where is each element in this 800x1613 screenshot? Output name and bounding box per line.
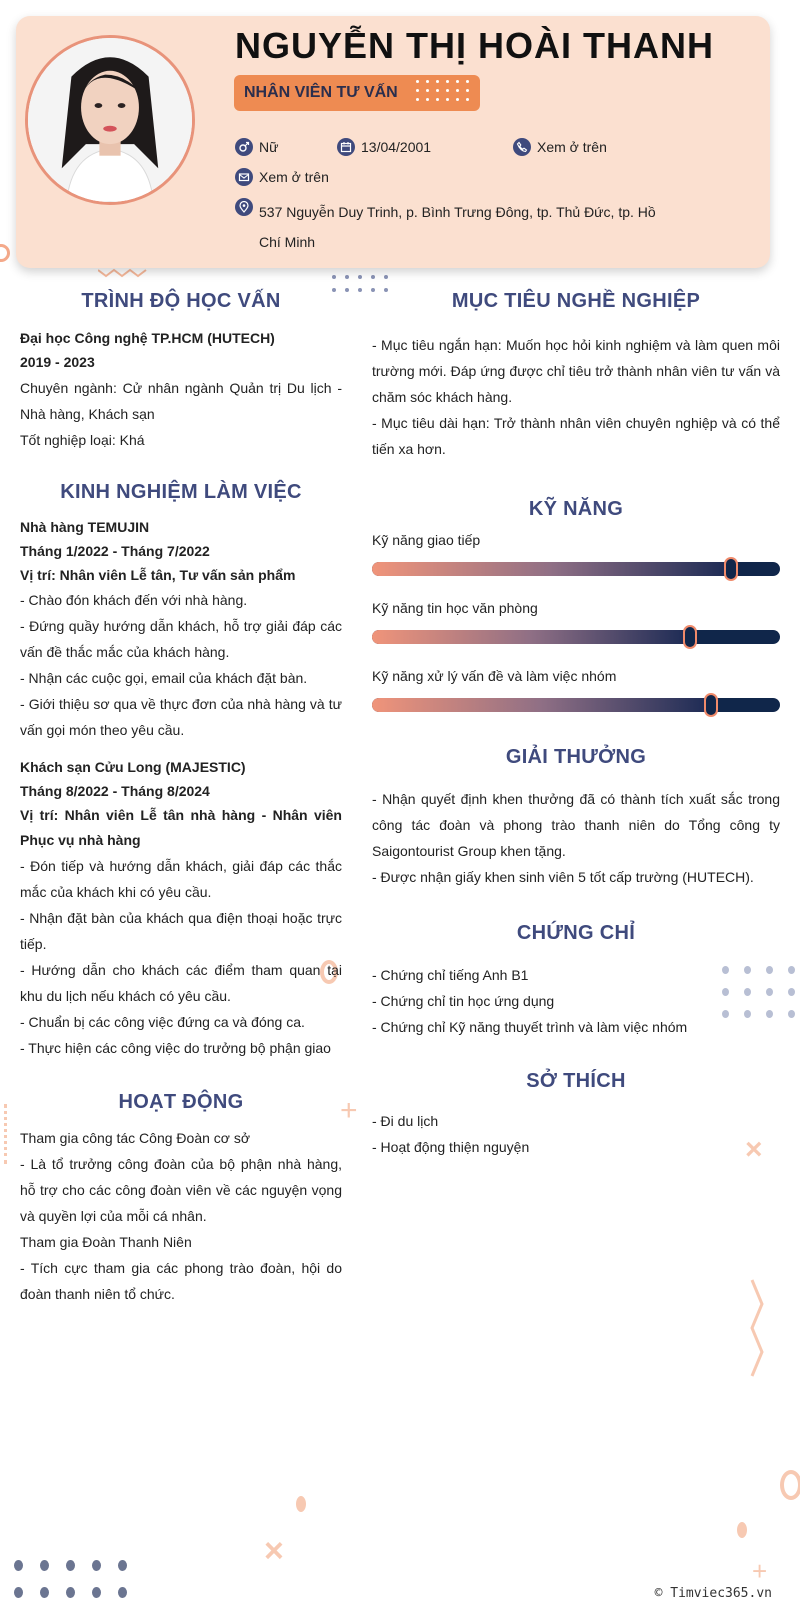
decor-badge-dots: [416, 80, 476, 101]
address-value: 537 Nguyễn Duy Trinh, p. Bình Trưng Đông, tp. Thủ Đức, tp. Hồ Chí Minh: [259, 204, 656, 250]
job-duty: - Đứng quầy hướng dẫn khách, hỗ trợ giải đáp các vấn đề thắc mắc của khách hàng.: [20, 618, 342, 660]
certificate-line: - Chứng chỉ tin học ứng dụng: [372, 993, 555, 1009]
skill-level-knob: [683, 625, 697, 649]
skill-level-knob: [724, 557, 738, 581]
skill-bar-fill: [372, 698, 711, 712]
decor-plus-middle: +: [340, 1094, 358, 1127]
decor-zigzag-right: [750, 1278, 764, 1378]
activity-line: Tham gia công tác Công Đoàn cơ sở: [20, 1130, 251, 1146]
skill-label: Kỹ năng xử lý vấn đề và làm việc nhóm: [372, 668, 617, 684]
skills-title: KỸ NĂNG: [528, 498, 624, 520]
education-title: TRÌNH ĐỘ HỌC VẤN: [81, 290, 281, 312]
job-duty: - Nhận các cuộc gọi, email của khách đặt bàn.: [20, 670, 308, 686]
decor-dots-bottom-left: [14, 1560, 144, 1598]
avatar: [25, 35, 195, 205]
skill-label: Kỹ năng giao tiếp: [372, 532, 481, 548]
experience-title: KINH NGHIỆM LÀM VIỆC: [60, 481, 302, 503]
objective-title: MỤC TIÊU NGHỀ NGHIỆP: [451, 290, 701, 312]
job-company: Khách sạn Cửu Long (MAJESTIC): [20, 759, 246, 775]
certificate-line: - Chứng chỉ tiếng Anh B1: [372, 967, 529, 983]
position-badge: [234, 75, 480, 111]
job-duty: - Nhận đặt bàn của khách qua điện thoại hoặc trực tiếp.: [20, 910, 342, 952]
skill-label: Kỹ năng tin học văn phòng: [372, 600, 538, 616]
job-duty: - Hướng dẫn cho khách các điểm tham quan tại khu du lịch nếu khách có yêu cầu.: [20, 962, 342, 1004]
email-value: Xem ở trên: [259, 169, 329, 185]
award-line: - Được nhận giấy khen sinh viên 5 tốt cấp trường (HUTECH).: [372, 869, 754, 885]
decor-x-bottom: ×: [264, 1532, 284, 1570]
education-school: Đại học Công nghệ TP.HCM (HUTECH): [20, 330, 275, 346]
job-company: Nhà hàng TEMUJIN: [20, 519, 150, 535]
skill-bar: [372, 562, 780, 576]
hobby-line: - Hoạt động thiện nguyện: [372, 1139, 530, 1155]
phone-value: Xem ở trên: [537, 139, 607, 155]
skill-bar: [372, 698, 780, 712]
job-period: Tháng 1/2022 - Tháng 7/2022: [20, 543, 210, 559]
skill-item: [372, 600, 780, 644]
hobbies-title: SỞ THÍCH: [526, 1070, 626, 1092]
certificates-title: CHỨNG CHỈ: [516, 922, 636, 944]
job-role: Vị trí: Nhân viên Lễ tân nhà hàng - Nhân viên Phục vụ nhà hàng: [20, 807, 342, 848]
education-years: 2019 - 2023: [20, 354, 95, 370]
skill-bar-fill: [372, 562, 731, 576]
job-duty: - Đón tiếp và hướng dẫn khách, giải đáp các thắc mắc của khách khi có yêu cầu.: [20, 858, 342, 900]
calendar-icon: [337, 138, 355, 156]
hobby-line: - Đi du lịch: [372, 1113, 439, 1129]
portrait-photo: [28, 38, 192, 202]
email-icon: [235, 168, 253, 186]
job-role: Vị trí: Nhân viên Lễ tân, Tư vấn sản phẩm: [20, 567, 296, 583]
job-duty: - Thực hiện các công việc do trưởng bộ phận giao: [20, 1040, 331, 1056]
decor-oval-2: [737, 1522, 747, 1538]
job-duty: - Chào đón khách đến với nhà hàng.: [20, 592, 248, 608]
education-grade: Tốt nghiệp loại: Khá: [20, 432, 145, 448]
decor-x-right: ×: [745, 1133, 763, 1166]
job-entry: [20, 515, 342, 743]
education-major: Chuyên ngành: Cử nhân ngành Quản trị Du lịch - Nhà hàng, Khách sạn: [20, 380, 342, 422]
decor-plus-bottom-right: +: [752, 1556, 768, 1586]
skill-bar-fill: [372, 630, 690, 644]
job-duty: - Giới thiệu sơ qua về thực đơn của nhà hàng và tư vấn gọi món theo yêu cầu.: [20, 696, 342, 738]
activity-line: - Tích cực tham gia các phong trào đoàn, hội do đoàn thanh niên tổ chức.: [20, 1260, 342, 1302]
gender-value: Nữ: [259, 139, 279, 155]
job-duty: - Chuẩn bị các công việc đứng ca và đóng ca.: [20, 1014, 305, 1030]
skill-item: [372, 668, 780, 712]
certificate-line: - Chứng chỉ Kỹ năng thuyết trình và làm việc nhóm: [372, 1019, 688, 1035]
decor-dotline-left: [4, 1104, 8, 1164]
activities-title: HOẠT ĐỘNG: [118, 1091, 244, 1113]
birthday-value: 13/04/2001: [361, 139, 432, 155]
awards-title: GIẢI THƯỞNG: [505, 746, 647, 768]
position-title: NHÂN VIÊN TƯ VẤN: [244, 84, 398, 101]
right-column: [372, 290, 780, 1160]
skill-item: [372, 532, 780, 576]
footer-watermark: © Timviec365.vn: [654, 1586, 772, 1601]
decor-ring-bottom-right: [780, 1470, 800, 1500]
activity-line: - Là tổ trưởng công đoàn của bộ phận nhà hàng, hỗ trợ cho các công đoàn viên về các nguyện vọng và quyền lợi của mỗi cá nhân.: [20, 1156, 342, 1224]
job-entry: [20, 755, 342, 1061]
decor-oval-1: [296, 1496, 306, 1512]
phone-icon: [513, 138, 531, 156]
award-line: - Nhận quyết định khen thưởng đã có thành tích xuất sắc trong công tác đoàn và phong trào thanh niên do Tổng công ty Saigontourist Group khen tặng.: [372, 791, 780, 859]
activity-line: Tham gia Đoàn Thanh Niên: [20, 1234, 192, 1250]
decor-ring-left: [0, 244, 10, 262]
decor-zigzag-top: [98, 268, 150, 278]
skill-level-knob: [704, 693, 718, 717]
objective-line: - Mục tiêu ngắn hạn: Muốn học hỏi kinh nghiệm và làm quen môi trường mới. Đáp ứng được chỉ tiêu trở thành nhân viên tư vấn và chăm sóc khách hàng.: [372, 337, 780, 405]
skills-list: [372, 532, 780, 712]
job-period: Tháng 8/2022 - Tháng 8/2024: [20, 783, 210, 799]
location-icon: [235, 198, 253, 216]
objective-line: - Mục tiêu dài hạn: Trở thành nhân viên chuyên nghiệp và có thể tiến xa hơn.: [372, 415, 780, 457]
left-column: [20, 290, 342, 1307]
skill-bar: [372, 630, 780, 644]
candidate-name: NGUYỄN THỊ HOÀI THANH: [235, 25, 714, 66]
gender-icon: [235, 138, 253, 156]
